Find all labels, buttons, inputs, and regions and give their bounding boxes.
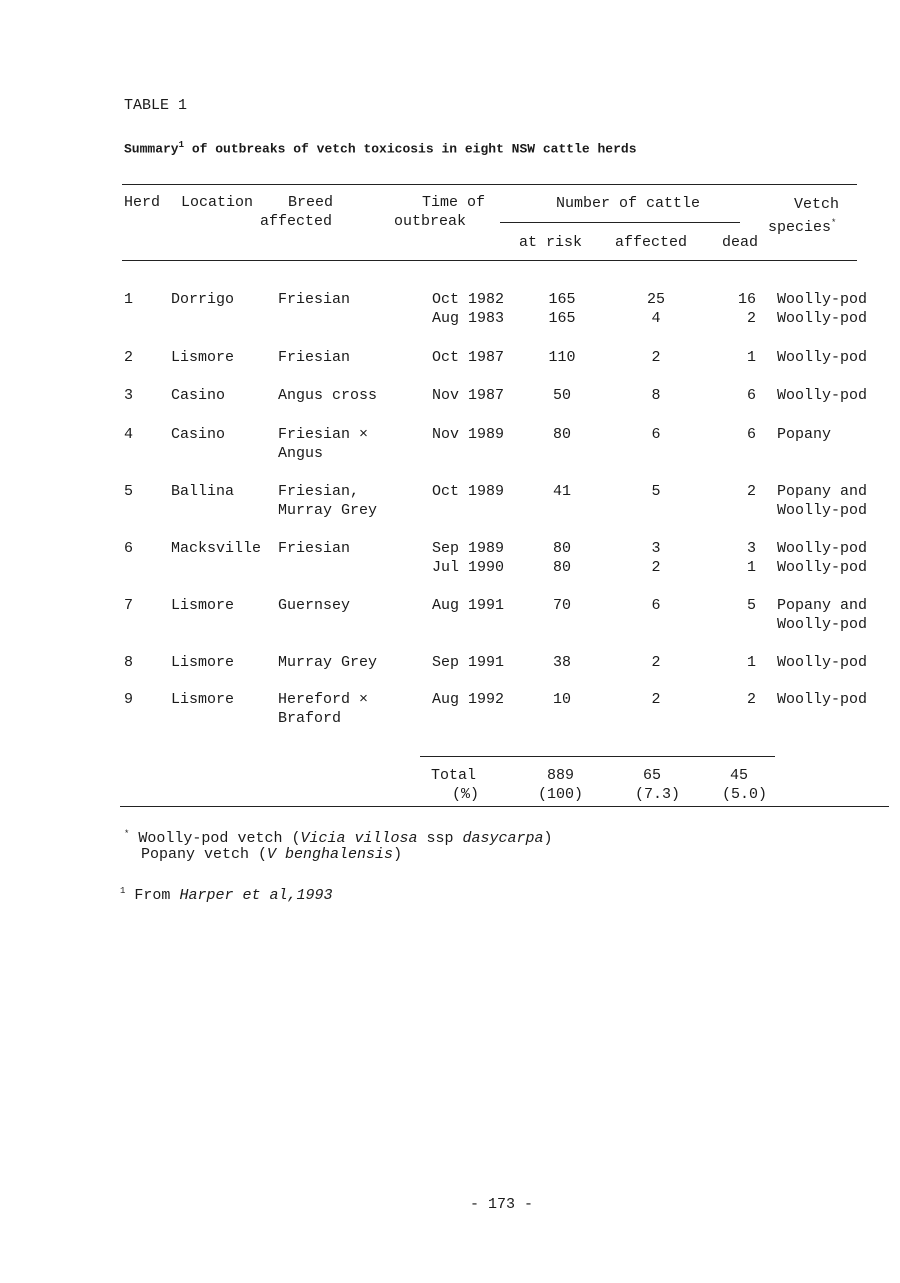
header-breed-line2: affected bbox=[260, 213, 333, 230]
cattle-affected: 25 bbox=[646, 291, 665, 308]
outbreak-time: Sep 1991 bbox=[432, 654, 505, 671]
footnote-woolly-latin-1: Vicia villosa bbox=[300, 830, 418, 847]
cattle-affected: 8 bbox=[651, 387, 661, 404]
header-herd: Herd bbox=[124, 194, 161, 211]
herd-breed: Friesian × bbox=[278, 426, 369, 443]
cattle-dead: 1 bbox=[746, 654, 756, 671]
table-caption bbox=[124, 136, 637, 158]
footnote-woolly-mid: ssp bbox=[417, 830, 463, 847]
vetch-species: Woolly-pod bbox=[777, 540, 868, 557]
table-label: TABLE 1 bbox=[124, 97, 188, 114]
vetch-species: Woolly-pod bbox=[777, 691, 868, 708]
herd-number: 9 bbox=[124, 691, 134, 708]
herd-location: Dorrigo bbox=[171, 291, 235, 308]
cattle-affected: 5 bbox=[651, 483, 661, 500]
cattle-at-risk: 70 bbox=[552, 597, 571, 614]
vetch-species: Woolly-pod bbox=[777, 616, 868, 633]
header-at-risk: at risk bbox=[519, 234, 583, 251]
header-species-mark: * bbox=[831, 218, 837, 228]
herd-location: Casino bbox=[171, 387, 226, 404]
cattle-affected: 3 bbox=[651, 540, 661, 557]
footnote-vetch-mark: * bbox=[124, 829, 130, 839]
cattle-at-risk: 80 bbox=[552, 540, 571, 557]
cattle-at-risk: 50 bbox=[552, 387, 571, 404]
herd-number: 4 bbox=[124, 426, 134, 443]
cattle-dead: 5 bbox=[746, 597, 756, 614]
cattle-affected: 6 bbox=[651, 597, 661, 614]
herd-location: Macksville bbox=[171, 540, 262, 557]
total-affected: 65 bbox=[643, 767, 662, 784]
vetch-species: Woolly-pod bbox=[777, 310, 868, 327]
header-time-line2: outbreak bbox=[394, 213, 467, 230]
footnote-source-ref: Harper et al,1993 bbox=[179, 887, 333, 904]
cattle-at-risk: 110 bbox=[548, 349, 576, 366]
footnote-popany bbox=[141, 845, 402, 864]
cattle-dead: 1 bbox=[746, 559, 756, 576]
cattle-at-risk: 165 bbox=[548, 310, 576, 327]
outbreak-time: Aug 1991 bbox=[432, 597, 505, 614]
footnote-woolly-prefix: Woolly-pod vetch ( bbox=[138, 830, 301, 847]
caption-lead: Summary bbox=[124, 141, 179, 157]
vetch-species: Popany and bbox=[777, 597, 868, 614]
outbreak-time: Aug 1992 bbox=[432, 691, 505, 708]
header-species bbox=[768, 214, 836, 237]
cattle-at-risk: 41 bbox=[552, 483, 571, 500]
footnote-popany-latin: V benghalensis bbox=[267, 846, 394, 863]
number-group-rule bbox=[500, 222, 740, 223]
cattle-at-risk: 165 bbox=[548, 291, 576, 308]
header-bottom-rule bbox=[122, 260, 857, 261]
cattle-affected: 2 bbox=[651, 691, 661, 708]
herd-breed: Friesian bbox=[278, 349, 351, 366]
footnote-source-prefix: From bbox=[134, 887, 180, 904]
footnote-woolly-suffix: ) bbox=[543, 830, 553, 847]
vetch-species: Woolly-pod bbox=[777, 291, 868, 308]
herd-location: Lismore bbox=[171, 349, 235, 366]
outbreak-time: Nov 1987 bbox=[432, 387, 505, 404]
herd-breed: Angus cross bbox=[278, 387, 378, 404]
herd-number: 7 bbox=[124, 597, 134, 614]
herd-breed: Murray Grey bbox=[278, 502, 378, 519]
footnote-source bbox=[120, 882, 332, 905]
herd-location: Casino bbox=[171, 426, 226, 443]
outbreak-time: Oct 1987 bbox=[432, 349, 505, 366]
vetch-species: Popany bbox=[777, 426, 832, 443]
footnote-popany-suffix: ) bbox=[393, 846, 403, 863]
herd-number: 2 bbox=[124, 349, 134, 366]
herd-breed: Angus bbox=[278, 445, 324, 462]
outbreak-time: Oct 1982 bbox=[432, 291, 505, 308]
herd-location: Lismore bbox=[171, 654, 235, 671]
outbreak-time: Aug 1983 bbox=[432, 310, 505, 327]
herd-number: 6 bbox=[124, 540, 134, 557]
herd-breed: Hereford × bbox=[278, 691, 369, 708]
herd-location: Lismore bbox=[171, 597, 235, 614]
herd-breed: Braford bbox=[278, 710, 342, 727]
vetch-species: Woolly-pod bbox=[777, 502, 868, 519]
total-dead-pct: (5.0) bbox=[722, 786, 768, 803]
vetch-species: Woolly-pod bbox=[777, 559, 868, 576]
cattle-dead: 1 bbox=[746, 349, 756, 366]
cattle-dead: 3 bbox=[746, 540, 756, 557]
outbreak-time: Jul 1990 bbox=[432, 559, 505, 576]
vetch-species: Woolly-pod bbox=[777, 349, 868, 366]
herd-number: 5 bbox=[124, 483, 134, 500]
header-vetch: Vetch bbox=[794, 196, 840, 213]
vetch-species: Woolly-pod bbox=[777, 387, 868, 404]
cattle-dead: 2 bbox=[746, 310, 756, 327]
header-dead: dead bbox=[722, 234, 759, 251]
footnote-popany-prefix: Popany vetch ( bbox=[141, 846, 268, 863]
total-label: Total bbox=[431, 767, 477, 784]
page-number: - 173 - bbox=[470, 1196, 534, 1213]
cattle-at-risk: 80 bbox=[552, 426, 571, 443]
outbreak-time: Nov 1989 bbox=[432, 426, 505, 443]
header-affected: affected bbox=[615, 234, 688, 251]
table-bottom-rule bbox=[120, 806, 889, 807]
header-number-of-cattle: Number of cattle bbox=[556, 195, 701, 212]
cattle-dead: 16 bbox=[737, 291, 756, 308]
table-top-rule bbox=[122, 184, 857, 185]
vetch-species: Popany and bbox=[777, 483, 868, 500]
herd-location: Lismore bbox=[171, 691, 235, 708]
cattle-dead: 6 bbox=[746, 387, 756, 404]
caption-footnote-mark: 1 bbox=[178, 140, 185, 150]
total-pct-label: (%) bbox=[452, 786, 480, 803]
cattle-dead: 6 bbox=[746, 426, 756, 443]
cattle-at-risk: 80 bbox=[552, 559, 571, 576]
totals-rule bbox=[420, 756, 775, 757]
cattle-dead: 2 bbox=[746, 483, 756, 500]
herd-breed: Friesian, bbox=[278, 483, 360, 500]
cattle-affected: 2 bbox=[651, 559, 661, 576]
header-time: Time of bbox=[422, 194, 486, 211]
header-location: Location bbox=[181, 194, 254, 211]
herd-breed: Friesian bbox=[278, 291, 351, 308]
herd-number: 8 bbox=[124, 654, 134, 671]
cattle-at-risk: 10 bbox=[552, 691, 571, 708]
total-affected-pct: (7.3) bbox=[635, 786, 681, 803]
herd-number: 1 bbox=[124, 291, 134, 308]
outbreak-time: Oct 1989 bbox=[432, 483, 505, 500]
cattle-dead: 2 bbox=[746, 691, 756, 708]
total-at-risk: 889 bbox=[547, 767, 575, 784]
cattle-at-risk: 38 bbox=[552, 654, 571, 671]
herd-number: 3 bbox=[124, 387, 134, 404]
header-species-text: species bbox=[768, 219, 832, 236]
cattle-affected: 6 bbox=[651, 426, 661, 443]
caption-rest: of outbreaks of vetch toxicosis in eight NSW cattle herds bbox=[184, 141, 637, 157]
total-dead: 45 bbox=[730, 767, 749, 784]
outbreak-time: Sep 1989 bbox=[432, 540, 505, 557]
cattle-affected: 4 bbox=[651, 310, 661, 327]
footnote-source-mark: 1 bbox=[120, 886, 126, 896]
cattle-affected: 2 bbox=[651, 654, 661, 671]
herd-breed: Murray Grey bbox=[278, 654, 378, 671]
header-breed: Breed bbox=[288, 194, 334, 211]
footnote-woolly-latin-2: dasycarpa bbox=[462, 830, 544, 847]
herd-breed: Friesian bbox=[278, 540, 351, 557]
cattle-affected: 2 bbox=[651, 349, 661, 366]
vetch-species: Woolly-pod bbox=[777, 654, 868, 671]
herd-location: Ballina bbox=[171, 483, 235, 500]
total-at-risk-pct: (100) bbox=[538, 786, 584, 803]
herd-breed: Guernsey bbox=[278, 597, 351, 614]
